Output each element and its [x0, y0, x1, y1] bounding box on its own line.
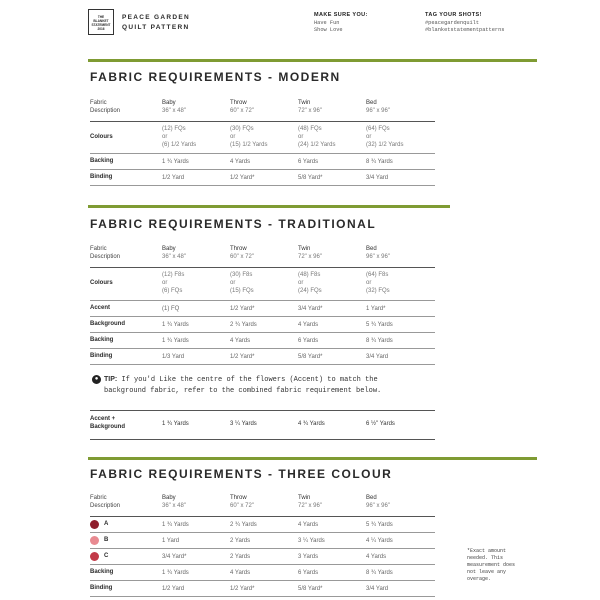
label-text: Fabric — [90, 246, 107, 252]
cell: 1/2 Yard* — [230, 354, 255, 360]
cell-line: or — [230, 280, 236, 286]
size-name: Twin — [298, 100, 311, 106]
cell-line: (6) 1/2 Yards — [162, 142, 197, 148]
footnote-line: overage. — [467, 576, 492, 582]
row-label: Backing — [90, 158, 114, 164]
table-three-colour — [90, 494, 435, 597]
footnote-line: not leave any — [467, 569, 507, 575]
label-text: Fabric — [90, 495, 107, 501]
cell — [162, 245, 186, 261]
row-label — [90, 99, 120, 115]
row-label: Colours — [90, 280, 113, 286]
hashtag: #peacegardenquilt — [425, 19, 480, 26]
cell — [162, 99, 186, 115]
logo-line: BLANKET — [93, 19, 109, 23]
footnote-line: needed. This — [467, 555, 504, 561]
cell — [366, 494, 390, 510]
tip-note — [90, 374, 440, 397]
pattern-title-line1: PEACE GARDEN — [122, 14, 190, 21]
tag-heading: TAG YOUR SHOTS! — [425, 12, 482, 18]
cell: 1 ¾ Yards — [162, 421, 189, 427]
cell: 3/4 Yard — [366, 354, 389, 360]
cell-line: or — [298, 134, 304, 140]
cell: 3 ¼ Yards — [298, 538, 325, 544]
cell-line: or — [162, 280, 168, 286]
size-name: Baby — [162, 246, 176, 252]
logo — [88, 9, 114, 35]
pattern-title-line2: QUILT PATTERN — [122, 24, 190, 31]
cell — [298, 125, 335, 149]
label-text: Accent + — [90, 416, 116, 422]
cell: 5/8 Yard* — [298, 175, 323, 181]
bullet-icon: ● — [92, 375, 101, 384]
cell — [366, 271, 390, 295]
table-row — [90, 170, 435, 186]
cell — [366, 125, 403, 149]
size-dims: 36" x 48" — [162, 108, 186, 114]
cell: 8 ¾ Yards — [366, 338, 393, 344]
row-label — [90, 494, 120, 510]
cell — [230, 245, 254, 261]
size-dims: 60" x 72" — [230, 503, 254, 509]
label-text: Description — [90, 503, 121, 509]
cell: 4 Yards — [298, 322, 319, 328]
cell: 1 Yard — [162, 538, 180, 544]
size-dims: 96" x 96" — [366, 254, 390, 260]
cell — [298, 494, 322, 510]
table-row — [90, 494, 435, 517]
divider — [88, 457, 537, 460]
size-name: Twin — [298, 246, 311, 252]
cell-line: (12) F8s — [162, 272, 185, 278]
tag-shots-block — [425, 12, 504, 35]
cell-line: (6) FQs — [162, 288, 183, 294]
cell — [230, 271, 254, 295]
size-name: Baby — [162, 495, 176, 501]
size-dims: 36" x 48" — [162, 254, 186, 260]
cell: 6 ½" Yards — [366, 421, 395, 427]
row-label: Binding — [90, 353, 113, 359]
tip-text: background fabric, refer to the combined fabric requirement below. — [104, 387, 382, 395]
divider — [88, 59, 537, 62]
row-label: Backing — [90, 337, 114, 343]
cell: 4 Yards — [230, 159, 251, 165]
cell: 2 ¾ Yards — [230, 322, 257, 328]
cell — [298, 271, 322, 295]
hashtag: #blanketstatementpatterns — [425, 27, 505, 33]
table-row — [90, 533, 435, 549]
row-label: Colours — [90, 134, 113, 140]
row-label: A — [104, 521, 109, 527]
cell-line: (24) FQs — [298, 288, 322, 294]
cell — [366, 99, 390, 115]
pattern-title — [122, 13, 190, 33]
combined-row — [90, 410, 435, 440]
cell: 2 Yards — [230, 538, 251, 544]
cell: 6 Yards — [298, 570, 319, 576]
cell — [162, 125, 196, 149]
cell: 1 ¾ Yards — [162, 338, 189, 344]
table-row — [90, 122, 435, 154]
logo-line: THE — [97, 15, 105, 19]
size-dims: 72" x 96" — [298, 254, 322, 260]
label-text: Fabric — [90, 100, 107, 106]
size-dims: 60" x 72" — [230, 254, 254, 260]
size-name: Bed — [366, 246, 377, 252]
size-name: Throw — [230, 100, 247, 106]
table-row — [90, 154, 435, 170]
row-label: Binding — [90, 585, 113, 591]
cell-line: (15) FQs — [230, 288, 254, 294]
divider — [88, 205, 450, 208]
size-dims: 60" x 72" — [230, 108, 254, 114]
cell: 3/4 Yard* — [162, 554, 187, 560]
cell: 5 ¾ Yards — [366, 522, 393, 528]
footnote-line: *Exact amount — [467, 548, 507, 554]
row-label: Background — [90, 321, 126, 327]
colour-swatch-c — [90, 552, 99, 561]
row-label: Binding — [90, 174, 113, 180]
cell-line: (32) 1/2 Yards — [366, 142, 404, 148]
table-row — [90, 349, 435, 365]
cell-line: (64) FQs — [366, 126, 390, 132]
cell — [298, 99, 322, 115]
cell: 1/2 Yard* — [230, 306, 255, 312]
section-title-traditional: FABRIC REQUIREMENTS - TRADITIONAL — [90, 217, 377, 231]
cell-line: (24) 1/2 Yards — [298, 142, 336, 148]
cell: 3/4 Yard — [366, 586, 389, 592]
logo-line: STATEMENT — [91, 23, 111, 27]
cell-line: (32) FQs — [366, 288, 390, 294]
label-text: Description — [90, 108, 121, 114]
cell: 3/4 Yard* — [298, 306, 323, 312]
section-title-three-colour: FABRIC REQUIREMENTS - THREE COLOUR — [90, 467, 393, 481]
cell-line: (12) FQs — [162, 126, 186, 132]
label-text: Background — [90, 424, 126, 430]
cell: 1/2 Yard — [162, 175, 185, 181]
logo-line: 2016 — [97, 27, 105, 31]
cell: 5 ¾ Yards — [366, 322, 393, 328]
cell: 1/2 Yard* — [230, 586, 255, 592]
tip-line — [90, 374, 440, 386]
cell-line: or — [366, 280, 372, 286]
cell: 1/2 Yard* — [230, 175, 255, 181]
cell: 5/8 Yard* — [298, 354, 323, 360]
cell: 4 ¼ Yards — [366, 538, 393, 544]
label-text: Description — [90, 254, 121, 260]
row-label: Backing — [90, 569, 114, 575]
row-label: B — [104, 537, 109, 543]
cell: 8 ¾ Yards — [366, 570, 393, 576]
cell: 1 ¾ Yards — [162, 322, 189, 328]
colour-swatch-b — [90, 536, 99, 545]
cell-line: (30) FQs — [230, 126, 254, 132]
cell-line: (48) FQs — [298, 126, 322, 132]
cell-line: (30) F8s — [230, 272, 253, 278]
cell: 3 ¼ Yards — [230, 421, 257, 427]
table-row — [90, 333, 435, 349]
size-name: Baby — [162, 100, 176, 106]
table-row — [90, 581, 435, 597]
cell-line: (48) F8s — [298, 272, 321, 278]
colour-swatch-a — [90, 520, 99, 529]
table-row — [90, 317, 435, 333]
cell — [230, 125, 267, 149]
row-label: Accent — [90, 305, 111, 311]
size-name: Twin — [298, 495, 311, 501]
cell-line: or — [230, 134, 236, 140]
cell: 4 Yards — [230, 570, 251, 576]
size-dims: 96" x 96" — [366, 108, 390, 114]
make-sure-line: Have Fun — [314, 19, 340, 26]
size-name: Bed — [366, 100, 377, 106]
cell: 4 ¾ Yards — [298, 421, 325, 427]
size-name: Throw — [230, 495, 247, 501]
cell: 6 Yards — [298, 338, 319, 344]
cell: 4 Yards — [230, 338, 251, 344]
table-row — [90, 565, 435, 581]
cell: 1/3 Yard — [162, 354, 185, 360]
cell-line: or — [162, 134, 168, 140]
table-row — [90, 268, 435, 301]
make-sure-block — [314, 12, 368, 35]
row-label — [90, 245, 120, 261]
cell-line: (64) F8s — [366, 272, 389, 278]
cell — [298, 245, 322, 261]
cell: 1 ¾ Yards — [162, 522, 189, 528]
footnote-line: measurement does — [467, 562, 516, 568]
table-row — [90, 301, 435, 317]
table-row — [90, 549, 435, 565]
cell: 3/4 Yard — [366, 175, 389, 181]
cell: 1 Yard* — [366, 306, 386, 312]
size-name: Throw — [230, 246, 247, 252]
size-dims: 72" x 96" — [298, 108, 322, 114]
table-traditional — [90, 245, 435, 365]
cell — [162, 271, 184, 295]
cell: 3 Yards — [298, 554, 319, 560]
cell-line: or — [366, 134, 372, 140]
tip-label: TIP: — [104, 376, 118, 383]
cell: 5/8 Yard* — [298, 586, 323, 592]
cell: 4 Yards — [298, 522, 319, 528]
footnote — [467, 548, 537, 583]
cell: 2 Yards — [230, 554, 251, 560]
cell: 4 Yards — [366, 554, 387, 560]
cell — [230, 99, 254, 115]
make-sure-line: Show Love — [314, 27, 343, 33]
cell: 6 Yards — [298, 159, 319, 165]
size-dims: 72" x 96" — [298, 503, 322, 509]
cell: 1/2 Yard — [162, 586, 185, 592]
table-row — [90, 99, 435, 122]
cell — [162, 494, 186, 510]
tip-text: If you'd Like the centre of the flowers (Accent) to match the — [121, 376, 378, 384]
section-title-modern: FABRIC REQUIREMENTS - MODERN — [90, 70, 341, 84]
cell-line: (15) 1/2 Yards — [230, 142, 268, 148]
cell: (1) FQ — [162, 306, 180, 312]
size-name: Bed — [366, 495, 377, 501]
cell: 2 ¾ Yards — [230, 522, 257, 528]
table-modern — [90, 99, 435, 186]
table-row — [90, 245, 435, 268]
cell — [230, 494, 254, 510]
cell — [366, 245, 390, 261]
cell-line: or — [298, 280, 304, 286]
cell: 1 ¾ Yards — [162, 159, 189, 165]
size-dims: 36" x 48" — [162, 503, 186, 509]
make-sure-heading: MAKE SURE YOU: — [314, 12, 368, 18]
row-label — [90, 415, 125, 431]
cell: 8 ¾ Yards — [366, 159, 393, 165]
size-dims: 96" x 96" — [366, 503, 390, 509]
table-row — [90, 517, 435, 533]
row-label: C — [104, 553, 109, 559]
cell: 1 ¾ Yards — [162, 570, 189, 576]
